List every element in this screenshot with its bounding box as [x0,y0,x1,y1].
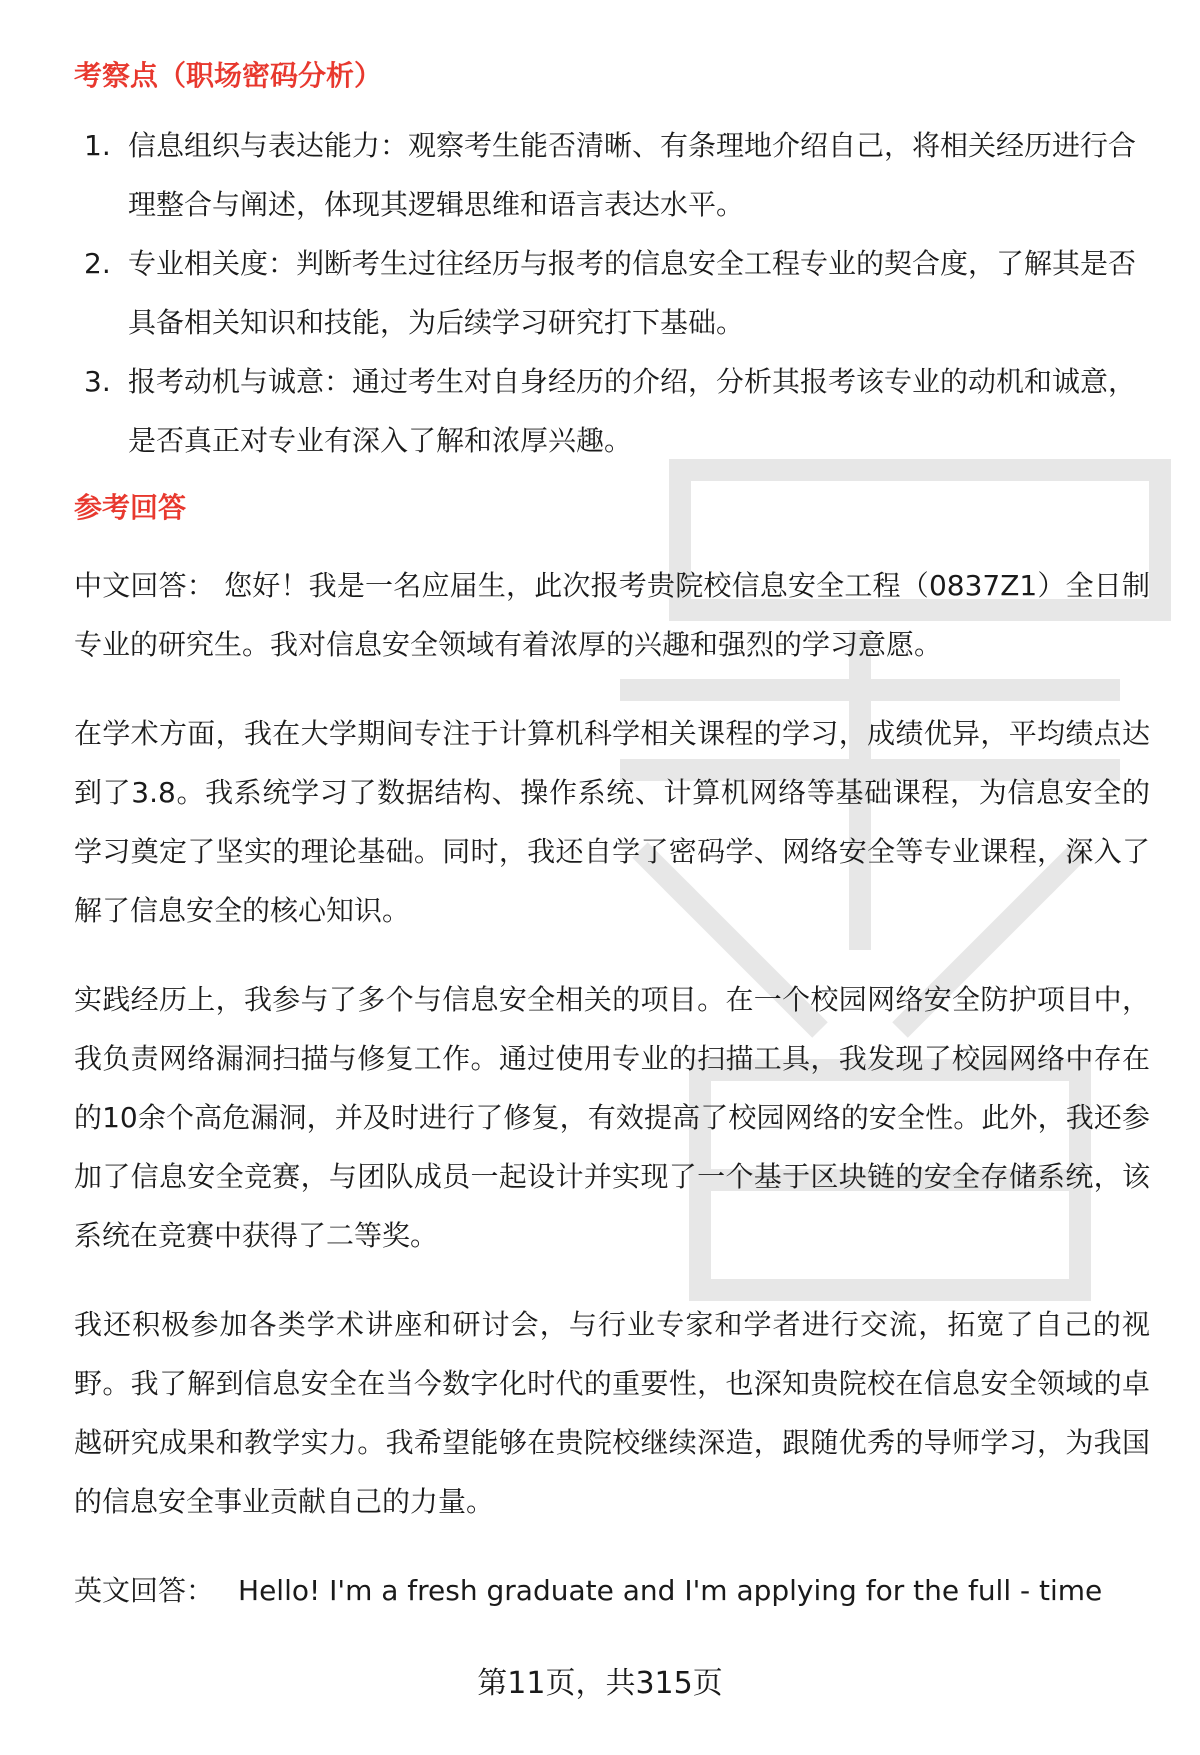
list-item [74,116,1150,234]
points-heading: 考察点（职场密码分析） [74,59,383,92]
list-item-text: 专业相关度：判断考生过往经历与报考的信息安全工程专业的契合度，了解其是否具备相关知识和技能，为后续学习研究打下基础。 [128,247,1137,339]
answer-paragraph: 实践经历上，我参与了多个与信息安全相关的项目。在一个校园网络安全防护项目中，我负责网络漏洞扫描与修复工作。通过使用专业的扫描工具，我发现了校园网络中存在的10余个高危漏洞，并及时进行了修复，有效提高了校园网络的安全性。此外，我还参加了信息安全竞赛，与团队成员一起设计并实现了一个基于区块链的安全存储系统，该系统在竞赛中获得了二等奖。 [74,983,1150,1252]
list-item [74,352,1150,470]
answer-paragraph: 中文回答： 您好！我是一名应届生，此次报考贵院校信息安全工程（0837Z1）全日制专业的研究生。我对信息安全领域有着浓厚的兴趣和强烈的学习意愿。 [74,569,1150,661]
answer-paragraph: 我还积极参加各类学术讲座和研讨会，与行业专家和学者进行交流，拓宽了自己的视野。我了解到信息安全在当今数字化时代的重要性，也深知贵院校在信息安全领域的卓越研究成果和教学实力。我希望能够在贵院校继续深造，跟随优秀的导师学习，为我国的信息安全事业贡献自己的力量。 [74,1308,1150,1518]
answer-paragraph: 在学术方面，我在大学期间专注于计算机科学相关课程的学习，成绩优异，平均绩点达到了3.8。我系统学习了数据结构、操作系统、计算机网络等基础课程，为信息安全的学习奠定了坚实的理论基础。同时，我还自学了密码学、网络安全等专业课程，深入了解了信息安全的核心知识。 [74,717,1150,927]
answer-heading: 参考回答 [74,491,187,524]
list-item-number: 2. [84,247,111,280]
document-content [74,56,1150,1620]
english-answer-text: Hello! I'm a fresh graduate and I'm applying for the full - time [238,1574,1103,1607]
page-number-footer: 第11页，共315页 [477,1666,723,1701]
list-item [74,234,1150,352]
list-item-text: 信息组织与表达能力：观察考生能否清晰、有条理地介绍自己，将相关经历进行合理整合与阐述，体现其逻辑思维和语言表达水平。 [128,129,1137,221]
list-item-number: 1. [84,129,111,162]
list-item-number: 3. [84,365,111,398]
list-item-text: 报考动机与诚意：通过考生对自身经历的介绍，分析其报考该专业的动机和诚意，是否真正对专业有深入了解和浓厚兴趣。 [128,365,1137,457]
english-answer-label: 英文回答： [74,1574,215,1607]
points-list [74,116,1150,470]
english-answer-paragraph [74,1561,1150,1620]
